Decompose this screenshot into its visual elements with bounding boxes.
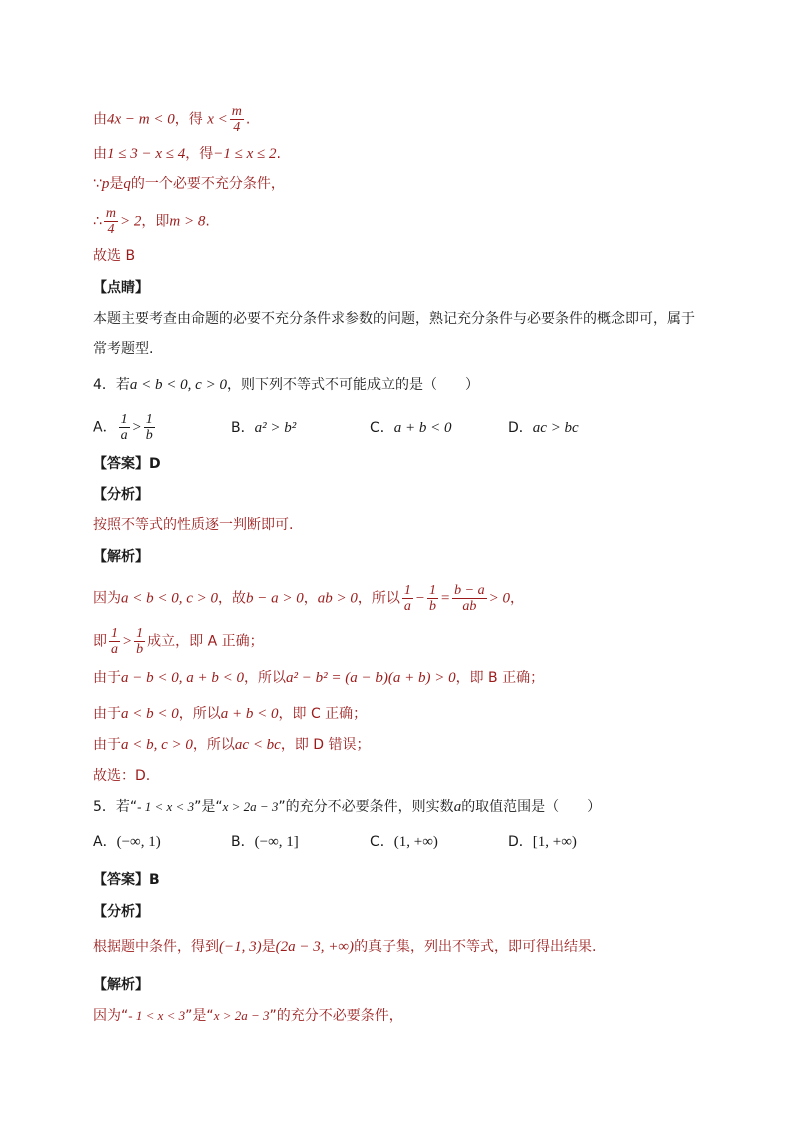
q5-stem [93,797,601,817]
option-label: D． [508,834,533,850]
denominator: b [136,642,144,657]
denominator: 4 [107,222,115,237]
q4-solution-heading: 【解析】 [93,549,149,565]
option-label: A． [93,834,117,850]
option-label: B． [231,420,255,436]
q4-answer: 【答案】D [93,456,161,472]
text: . [205,213,210,230]
math-expr: - 1 < x < 3 [137,799,195,814]
q4-solution-line3 [93,668,544,688]
text: ”的充分不必要条件， [269,1008,403,1024]
text: ”的充分不必要条件，则实数 [278,799,454,815]
text: 由于 [93,706,121,722]
q4-stem [93,375,479,395]
solution3-line4 [93,206,210,237]
text: ， [303,590,318,607]
math-expr: a < b < 0, c > 0 [129,377,227,393]
text: . [276,146,281,162]
option-label: B． [231,834,255,850]
text: ，则下列不等式不可能成立的是（ ） [226,377,479,393]
q5-solution-line1 [93,1006,403,1026]
numerator: b − a [454,583,485,598]
text: ”是“ [185,1008,214,1024]
fraction [104,206,118,237]
q5-option-c [370,832,438,852]
q5-answer: 【答案】B [93,872,160,888]
denominator: a [120,428,128,443]
math-expr: > 0 [488,590,510,607]
option-label: C． [370,420,394,436]
q5-option-b [231,832,299,852]
math-expr: a − b < 0, a + b < 0 [121,670,244,686]
numerator: 1 [403,583,411,598]
math-expr: p [101,176,110,192]
q5-option-d [508,832,577,852]
text: ，所以 [244,670,286,686]
text: ，即 D 错误； [280,737,371,753]
q4-solution-line1 [93,583,524,614]
because-symbol: ∵ [93,176,102,192]
text: 成立，即 A 正确； [147,633,264,650]
math-expr: (−∞, 1] [254,834,299,850]
math-expr: > 2 [120,213,142,230]
text: ”是“ [194,799,223,815]
fraction [109,626,120,657]
solution3-line3 [93,174,285,194]
math-expr: (−∞, 1) [116,834,161,850]
math-expr: - 1 < x < 3 [128,1008,186,1023]
dianjing-line1: 本题主要考查由命题的必要不充分条件求参数的问题，熟记充分条件与必要条件的概念即可，属于 [93,311,695,327]
text: ，得 [185,146,214,162]
text: 根据题中条件，得到 [93,939,219,955]
text: 由 [93,146,107,162]
math-expr: = [440,590,451,607]
text: 是 [109,176,124,192]
math-expr: ac > bc [532,420,579,436]
q5-solution-heading: 【解析】 [93,977,149,993]
q4-analysis-text: 按照不等式的性质逐一判断即可. [93,517,294,533]
text: 的一个必要不充分条件， [130,176,285,192]
math-expr: q [123,176,131,192]
numerator: 1 [111,626,118,641]
text: ，故 [218,590,247,607]
math-expr: −1 ≤ x ≤ 2 [213,146,277,162]
math-expr: a [453,799,462,815]
math-expr: (2a − 3, +∞) [275,939,355,955]
text: 5．若“ [93,799,138,815]
numerator: 1 [120,412,128,427]
fraction [144,412,155,443]
text: 由 [93,111,107,128]
fraction [452,583,486,614]
option-label: D． [508,420,533,436]
text: ， [509,590,524,607]
text: ，所以 [192,737,235,753]
q4-solution-line5 [93,735,371,755]
denominator: b [145,428,153,443]
math-expr: a < b < 0 [121,706,179,722]
q4-solution-choice: 故选：D. [93,768,151,784]
q4-solution-line4 [93,704,367,724]
fraction [427,583,438,614]
math-expr: ac < bc [234,737,281,753]
math-expr: a < b, c > 0 [121,737,193,753]
numerator: 1 [145,412,153,427]
math-expr: 1 ≤ 3 − x ≤ 4 [107,146,186,162]
math-expr: a < b < 0, c > 0 [121,590,219,607]
denominator: a [111,642,118,657]
math-expr: > [122,633,133,650]
q4-option-b [231,418,296,438]
solution3-choice: 故选 B [93,248,136,264]
numerator: 1 [136,626,144,641]
dianjing-line2: 常考题型. [93,341,154,357]
text: ，即 [141,213,170,230]
math-expr: [1, +∞) [532,834,577,850]
text: 由于 [93,670,121,686]
numerator: m [105,206,117,221]
q4-option-d [508,418,579,438]
math-expr: x > 2a − 3 [222,799,279,814]
math-expr: 4x − m < 0 [107,111,175,128]
solution3-line1 [93,104,250,135]
denominator: ab [462,599,477,614]
q5-analysis-heading: 【分析】 [93,904,149,920]
fraction [230,104,244,135]
fraction [119,412,130,443]
math-expr: x > 2a − 3 [213,1008,270,1023]
q4-analysis-heading: 【分析】 [93,487,149,503]
math-expr: b − a > 0 [246,590,304,607]
fraction [402,583,413,614]
text: ，即 B 正确； [455,670,545,686]
math-expr: a² − b² = (a − b)(a + b) > 0 [286,670,456,686]
solution3-line2 [93,144,281,164]
text: . [245,111,251,128]
denominator: a [403,599,411,614]
fraction [134,626,145,657]
option-label: C． [370,834,394,850]
q5-analysis-text [93,937,597,957]
text: ，所以 [357,590,400,607]
math-expr: a² > b² [254,420,297,436]
denominator: 4 [233,120,241,135]
text: 即 [93,633,107,650]
dianjing-heading: 【点睛】 [93,280,149,296]
text: 由于 [93,737,121,753]
denominator: b [429,599,437,614]
q4-option-a [93,412,157,443]
math-expr: ab > 0 [317,590,358,607]
q4-option-c [370,418,452,438]
option-label: A． [93,419,117,436]
math-expr: a + b < 0 [393,420,452,436]
math-expr: m > 8 [169,213,206,230]
numerator: 1 [429,583,437,598]
math-expr: (1, +∞) [393,834,438,850]
text: 的真子集，列出不等式，即可得出结果. [354,939,597,955]
math-expr: > [131,419,142,436]
text: ，得 [174,111,203,128]
text: 因为 [93,590,121,607]
text: 因为“ [93,1008,129,1024]
math-expr: x < [207,111,228,128]
numerator: m [231,104,242,119]
therefore-symbol: ∴ [93,213,102,230]
math-expr: − [414,590,426,607]
text: 的取值范围是（ ） [461,799,602,815]
math-expr: (−1, 3) [219,939,262,955]
q4-solution-line2 [93,626,264,657]
text: 是 [261,939,276,955]
q5-option-a [93,832,161,852]
math-expr: a + b < 0 [220,706,279,722]
text: ，所以 [178,706,221,722]
text: 4．若 [93,377,130,393]
text: ，即 C 正确； [278,706,368,722]
